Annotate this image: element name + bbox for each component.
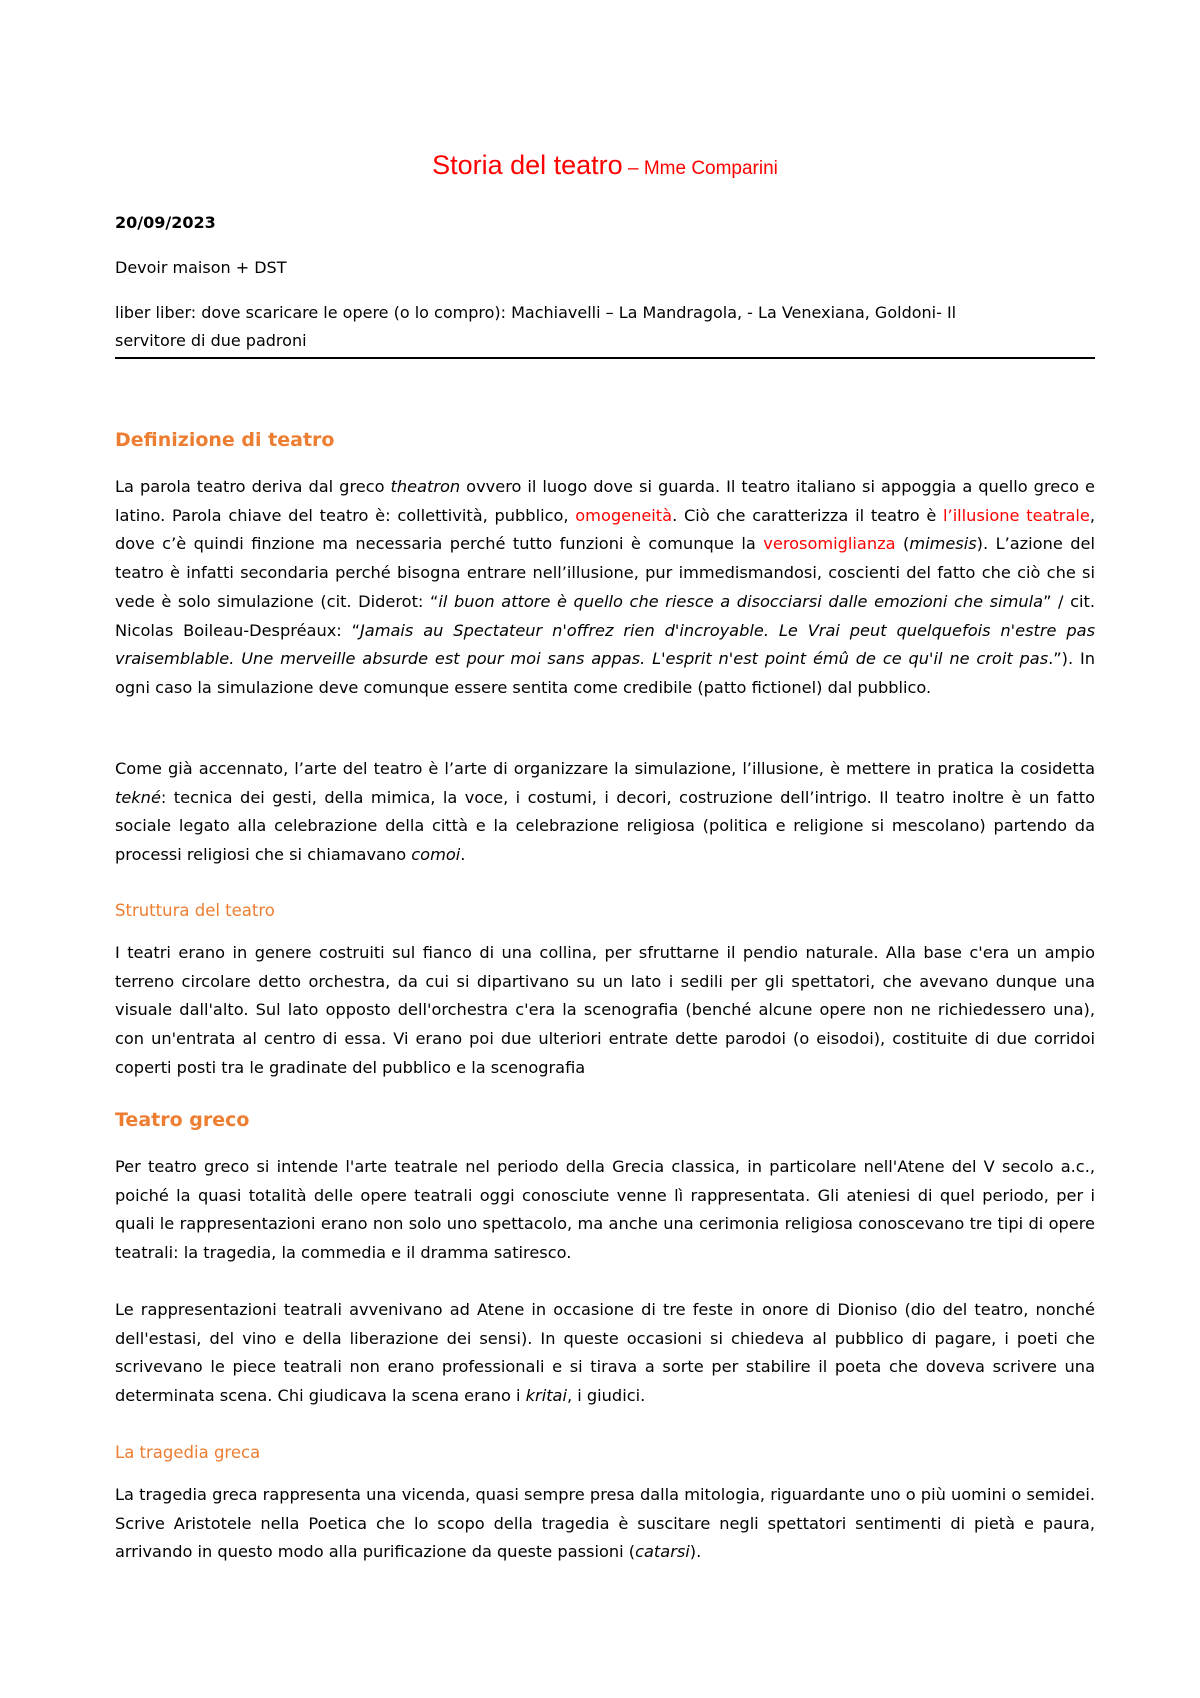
- horizontal-rule: [115, 357, 1095, 359]
- heading-tragedia: La tragedia greca: [115, 1443, 261, 1462]
- homework-note: Devoir maison + DST: [115, 258, 287, 277]
- italic-term: catarsi: [635, 1542, 690, 1562]
- text-span: : tecnica dei gesti, della mimica, la voce, i costumi, i decori, costruzione dell’intrigo. Il teatro inoltre è un fatto sociale legato alla celebrazione della città e la celebrazione religiosa (politica e religione si mescolano) partendo da processi religiosi che si chiamavano: [115, 787, 1095, 865]
- paragraph-definizione-1: [115, 473, 1095, 703]
- italic-quote: il buon attore è quello che riesce a disocciarsi dalle emozioni che simula: [438, 591, 1044, 611]
- italic-quote: Jamais au Spectateur n'offrez rien d'incroyable. Le Vrai peut quelquefois n'estre pas vraisemblable. Une merveille absurde est pour moi sans appas. L'esprit n'est point émû de ce qu'il ne croit pas: [115, 620, 1096, 669]
- italic-term: mimesis: [909, 534, 977, 554]
- title-dash: –: [622, 158, 644, 179]
- heading-teatro-greco: Teatro greco: [115, 1109, 250, 1131]
- highlight-term: l’illusione teatrale: [943, 505, 1090, 525]
- text-span: La parola teatro deriva dal greco: [115, 477, 391, 496]
- books-line-1: liber liber: dove scaricare le opere (o lo compro): Machiavelli – La Mandragola, - La Venexiana, Goldoni- Il: [115, 303, 957, 322]
- heading-struttura: Struttura del teatro: [115, 901, 275, 920]
- italic-term: theatron: [390, 477, 461, 496]
- books-line-2: servitore di due padroni: [115, 331, 307, 350]
- paragraph-greco-1: Per teatro greco si intende l'arte teatrale nel periodo della Grecia classica, in particolare nell'Atene del V secolo a.c., poiché la quasi totalità delle opere teatrali oggi conosciute venne lì rappresentata. Gli ateniesi di quel periodo, per i quali le rappresentazioni erano non solo uno spettacolo, ma anche una cerimonia religiosa conoscevano tre tipi di opere teatrali: la tragedia, la commedia e il dramma satiresco.: [115, 1157, 1095, 1263]
- highlight-term: verosomiglianza: [763, 534, 896, 554]
- paragraph-greco-2: [115, 1296, 1095, 1411]
- text-span: Le rappresentazioni teatrali avvenivano ad Atene in occasione di tre feste in onore di Dioniso (dio del teatro, nonché dell'estasi, del vino e della liberazione dei sensi). In queste occasioni si chiedeva al pubblico di pagare, i poeti che scrivevano le piece teatrali non erano professionali e si tirava a sorte per stabilire il poeta che doveva scrivere una determinata scena. Chi giudicava la scena erano i: [115, 1300, 1095, 1406]
- paragraph-struttura: I teatri erano in genere costruiti sul fianco di una collina, per sfruttarne il pendio naturale. Alla base c'era un ampio terreno circolare detto orchestra, da cui si dipartivano su un lato i sedili per gli spettatori, che avevano dunque una visuale dall'alto. Sul lato opposto dell'orchestra c'era la scenografia (benché alcune opere non ne richiedessero una), con un'entrata al centro di essa. Vi erano poi due ulteriori entrate dette parodoi (o eisodoi), costituite di due corridoi coperti posti tra le gradinate del pubblico e la scenografia: [115, 943, 1095, 1077]
- text-span: ovvero il luogo dove si guarda. Il teatro italiano si appoggia a quello greco e latino. Parola chiave del teatro è: collettività, pubblico,: [115, 477, 1095, 525]
- text-span: (: [895, 534, 910, 554]
- title-author: Mme Comparini: [643, 158, 778, 179]
- heading-definizione: Definizione di teatro: [115, 429, 335, 451]
- text-span: , dove c’è quindi finzione ma necessaria perché tutto funzioni è comunque la: [115, 505, 1095, 554]
- text-span: La tragedia greca rappresenta una vicenda, quasi sempre presa dalla mitologia, riguardante uno o più uomini o semidei. Scrive Aristotele nella Poetica che lo scopo della tragedia è suscitare negli spettatori sentimenti di pietà e paura, arrivando in questo modo alla purificazione da queste passioni (: [115, 1485, 1095, 1562]
- text-span: .: [460, 845, 466, 865]
- text-span: .”). In ogni caso la simulazione deve comunque essere sentita come credibile (patto fictionel) dal pubblico.: [115, 649, 1095, 697]
- italic-term: kritai: [525, 1386, 567, 1406]
- text-span: , i giudici.: [566, 1386, 646, 1406]
- italic-term: tekné: [115, 787, 161, 807]
- italic-term: comoi: [411, 845, 461, 865]
- document-title: [115, 150, 1095, 181]
- text-span: ). L’azione del teatro è infatti secondaria perché bisogna entrare nell’illusione, pur immedismandosi, coscienti del fatto che ciò che si vede è solo simulazione (cit. Diderot: “: [115, 534, 1096, 611]
- paragraph-definizione-2: [115, 755, 1095, 870]
- text-span: . Ciò che caratterizza il teatro è: [672, 505, 944, 525]
- paragraph-tragedia: [115, 1481, 1095, 1567]
- date: 20/09/2023: [115, 213, 216, 232]
- highlight-term: omogeneità: [575, 505, 673, 525]
- text-span: Come già accennato, l’arte del teatro è l’arte di organizzare la simulazione, l’illusione, è mettere in pratica la cosidetta: [115, 759, 1095, 778]
- title-main: Storia del teatro: [432, 150, 623, 180]
- text-span: ).: [689, 1542, 702, 1562]
- text-span: ” / cit. Nicolas Boileau-Despréaux: “: [115, 591, 1095, 640]
